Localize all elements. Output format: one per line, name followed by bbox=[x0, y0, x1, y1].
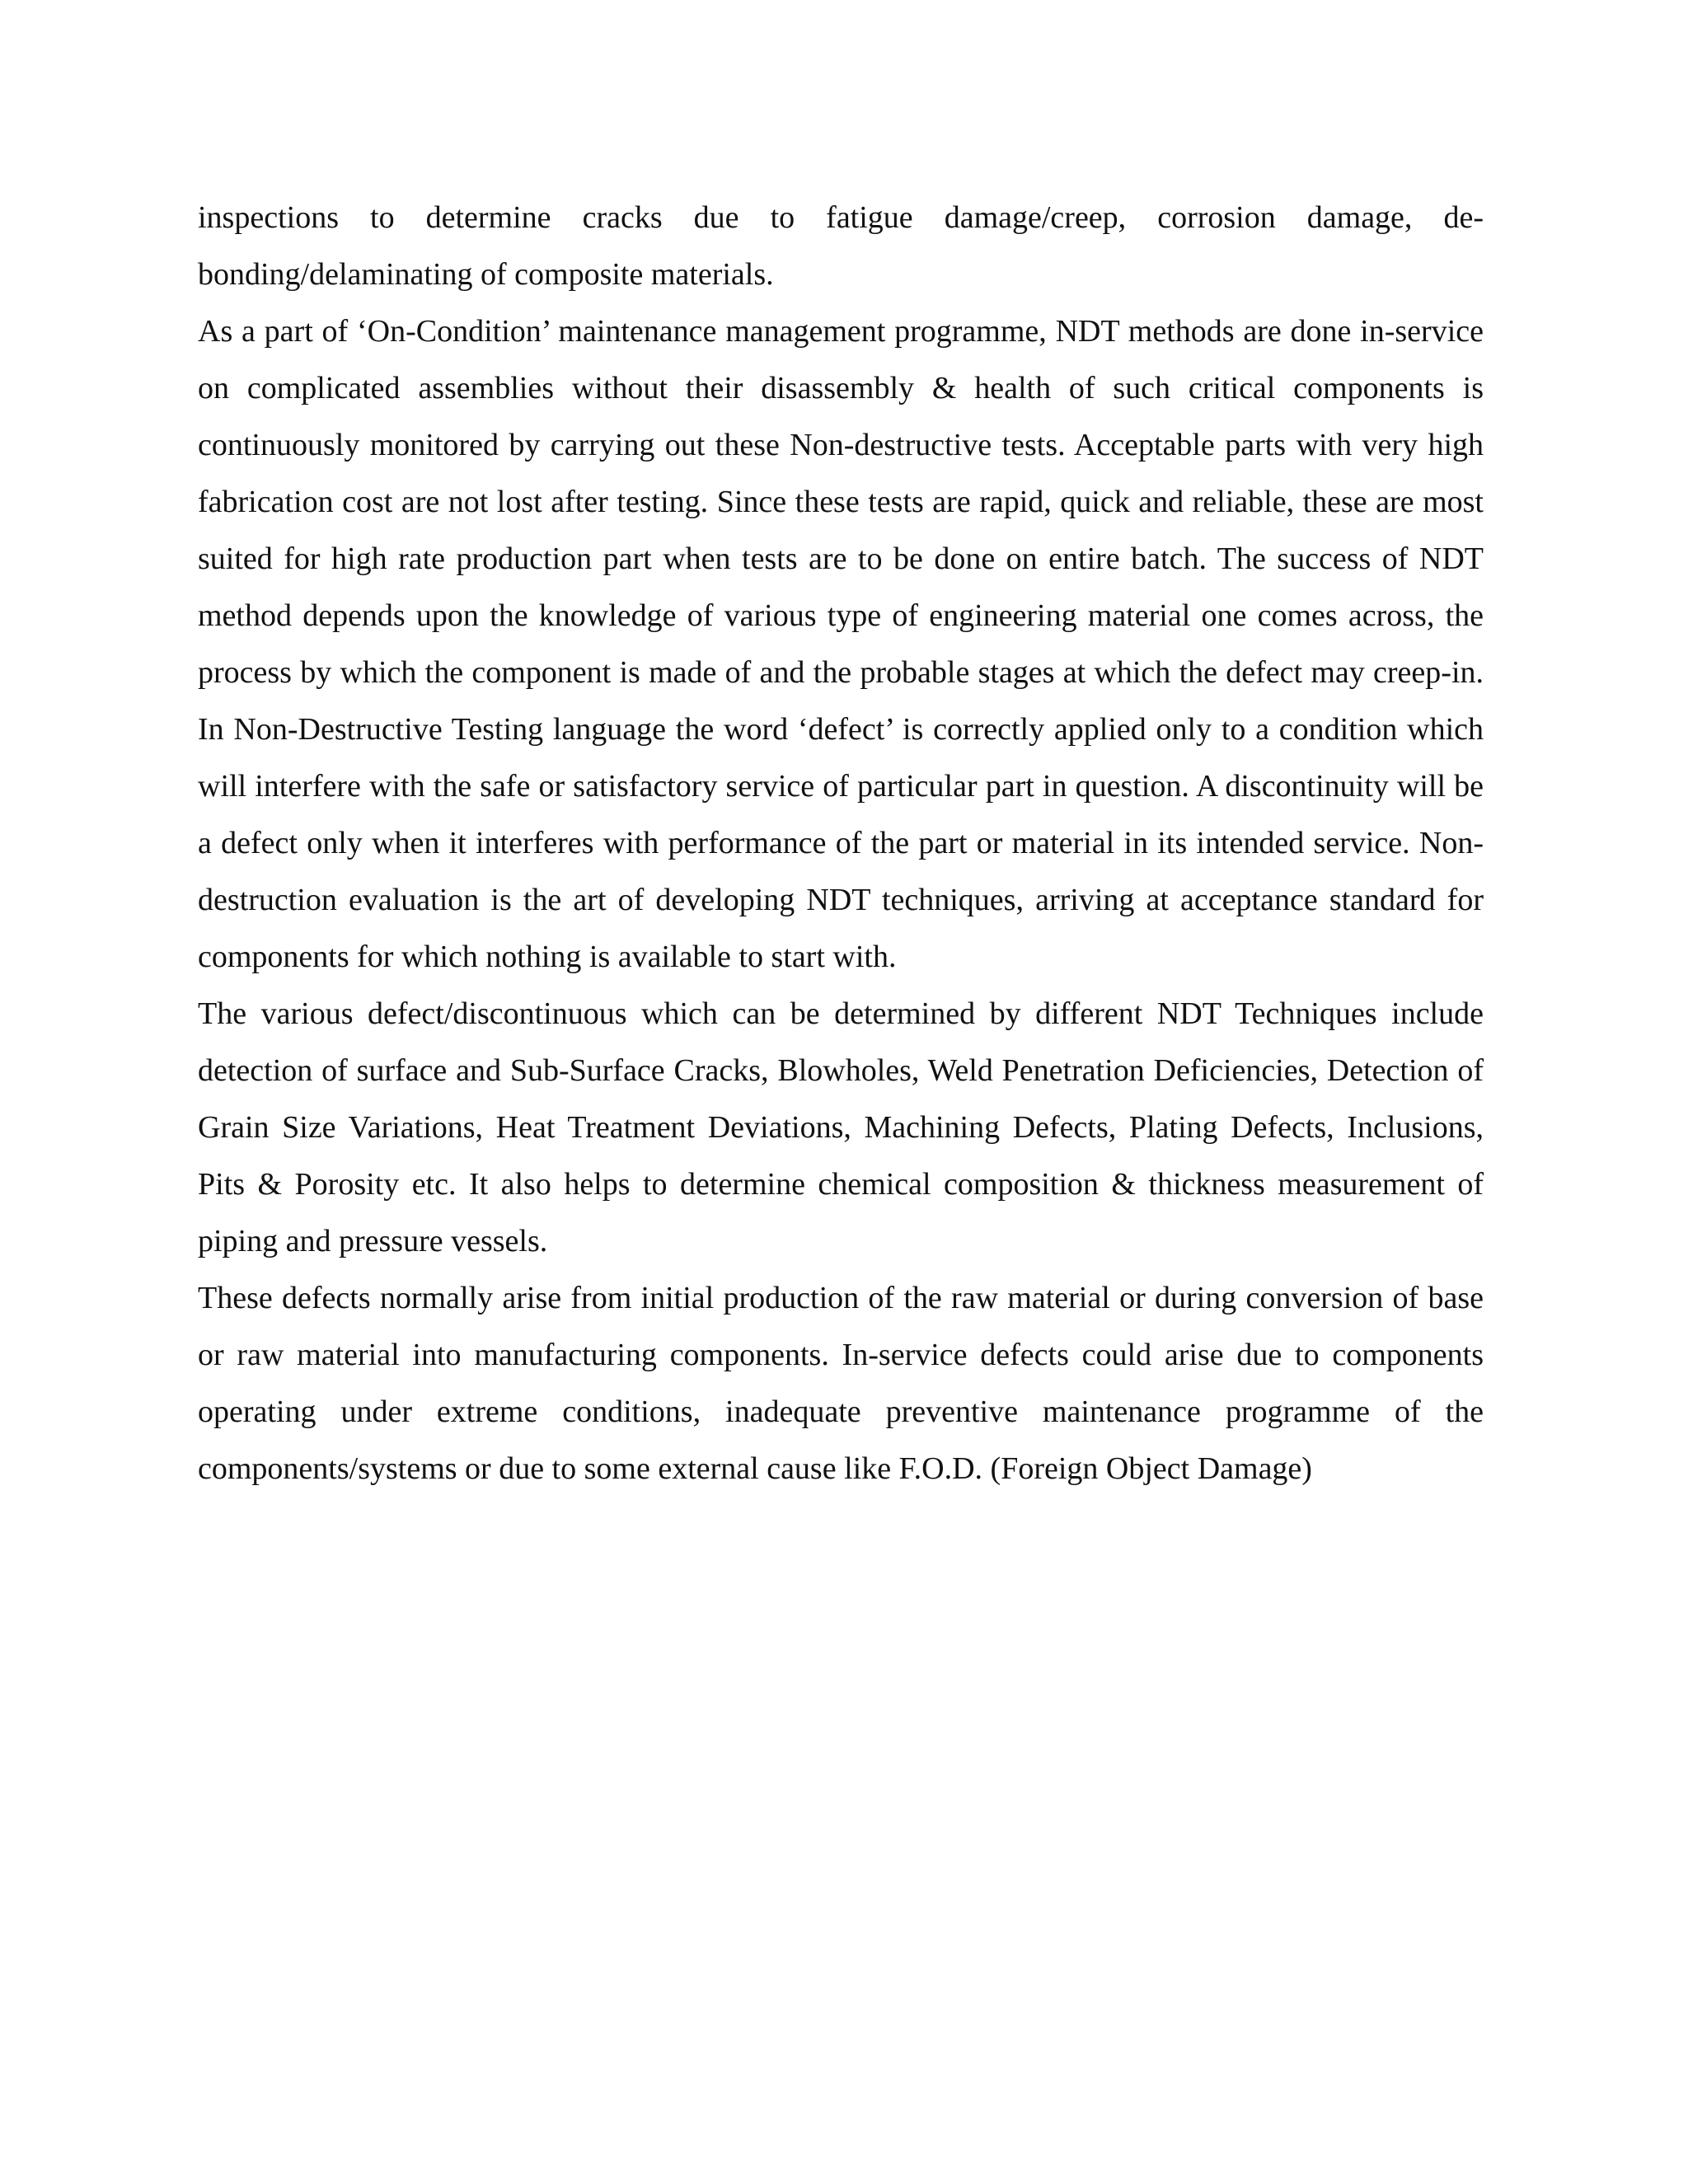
paragraph-continuation: inspections to determine cracks due to fatigue damage/creep, corrosion damage, de-bonding/delaminating of composite materials. bbox=[198, 200, 1484, 292]
paragraph-on-condition-maintenance: As a part of ‘On-Condition’ maintenance management programme, NDT methods are done in-service on complicated assemblies without their disassembly & health of such critical components is continuously monitored by carrying out these Non-destructive tests. Acceptable parts with very high fabrication cost are not lost after testing. Since these tests are rapid, quick and reliable, these are most suited for high rate production part when tests are to be done on entire batch. The success of NDT method depends upon the knowledge of various type of engineering material one comes across, the process by which the component is made of and the probable stages at which the defect may creep-in. In Non-Destructive Testing language the word ‘defect’ is correctly applied only to a condition which will interfere with the safe or satisfactory service of particular part in question. A discontinuity will be a defect only when it interferes with performance of the part or material in its intended service. Non-destruction evaluation is the art of developing NDT techniques, arriving at acceptance standard for components for which nothing is available to start with. bbox=[198, 314, 1484, 974]
paragraph-defect-types: The various defect/discontinuous which can be determined by different NDT Techniques include detection of surface and Sub-Surface Cracks, Blowholes, Weld Penetration Deficiencies, Detection of Grain Size Variations, Heat Treatment Deviations, Machining Defects, Plating Defects, Inclusions, Pits & Porosity etc. It also helps to determine chemical composition & thickness measurement of piping and pressure vessels. bbox=[198, 996, 1484, 1258]
body-text bbox=[198, 190, 1484, 1497]
paragraph-defect-origins: These defects normally arise from initial production of the raw material or during conversion of base or raw material into manufacturing components. In-service defects could arise due to components operating under extreme conditions, inadequate preventive maintenance programme of the components/systems or due to some external cause like F.O.D. (Foreign Object Damage) bbox=[198, 1281, 1484, 1486]
